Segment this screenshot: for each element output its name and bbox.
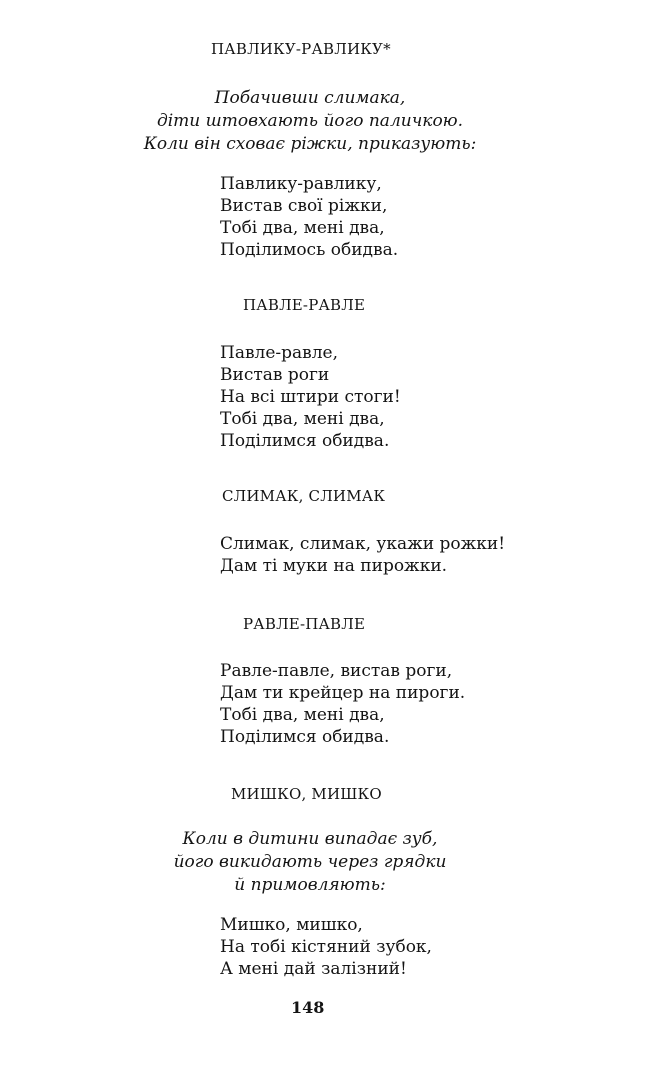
poem-intro [0,828,620,897]
page-number: 148 [291,998,325,1017]
verse-line: На тобі кістяний зубок, [220,937,432,957]
poem-title: ПАВЛИКУ-РАВЛИКУ* [211,40,391,58]
verse-line: Дам ти крейцер на пироги. [220,683,466,703]
verse-line: Дам ті муки на пирожки. [220,556,448,576]
verse-line: На всі штири стоги! [220,387,401,407]
poem-verse [220,914,432,980]
poem-verse [220,173,398,261]
intro-line: його викидають через грядки [173,852,447,872]
poem-title: ПАВЛЕ-РАВЛЕ [243,296,366,314]
verse-line: Тобі два, мені два, [220,409,385,429]
verse-line: Павле-равле, [220,343,338,363]
poem-verse [220,342,401,452]
verse-line: Мишко, мишко, [220,915,363,935]
intro-line: Побачивши слимака, [214,88,406,108]
poem-title: МИШКО, МИШКО [231,785,382,803]
verse-line: Поділимся обидва. [220,727,390,747]
poem-verse [220,660,465,748]
verse-line: Павлику-равлику, [220,174,382,194]
poem-verse [220,533,505,577]
intro-line: Коли він сховає ріжки, приказують: [143,134,477,154]
poem-title: РАВЛЕ-ПАВЛЕ [243,615,366,633]
verse-line: А мені дай залізний! [220,959,407,979]
verse-line: Поділимось обидва. [220,240,399,260]
poem-title: СЛИМАК, СЛИМАК [222,487,386,505]
verse-line: Вистав роги [220,365,330,385]
intro-line: діти штовхають його паличкою. [156,111,464,131]
verse-line: Тобі два, мені два, [220,218,385,238]
verse-line: Поділимся обидва. [220,431,390,451]
intro-line: Коли в дитини випадає зуб, [182,829,438,849]
poem-intro [0,87,620,156]
verse-line: Вистав свої ріжки, [220,196,388,216]
verse-line: Слимак, слимак, укажи рожки! [220,534,506,554]
verse-line: Тобі два, мені два, [220,705,385,725]
verse-line: Равле-павле, вистав роги, [220,661,453,681]
intro-line: й примовляють: [234,875,386,895]
